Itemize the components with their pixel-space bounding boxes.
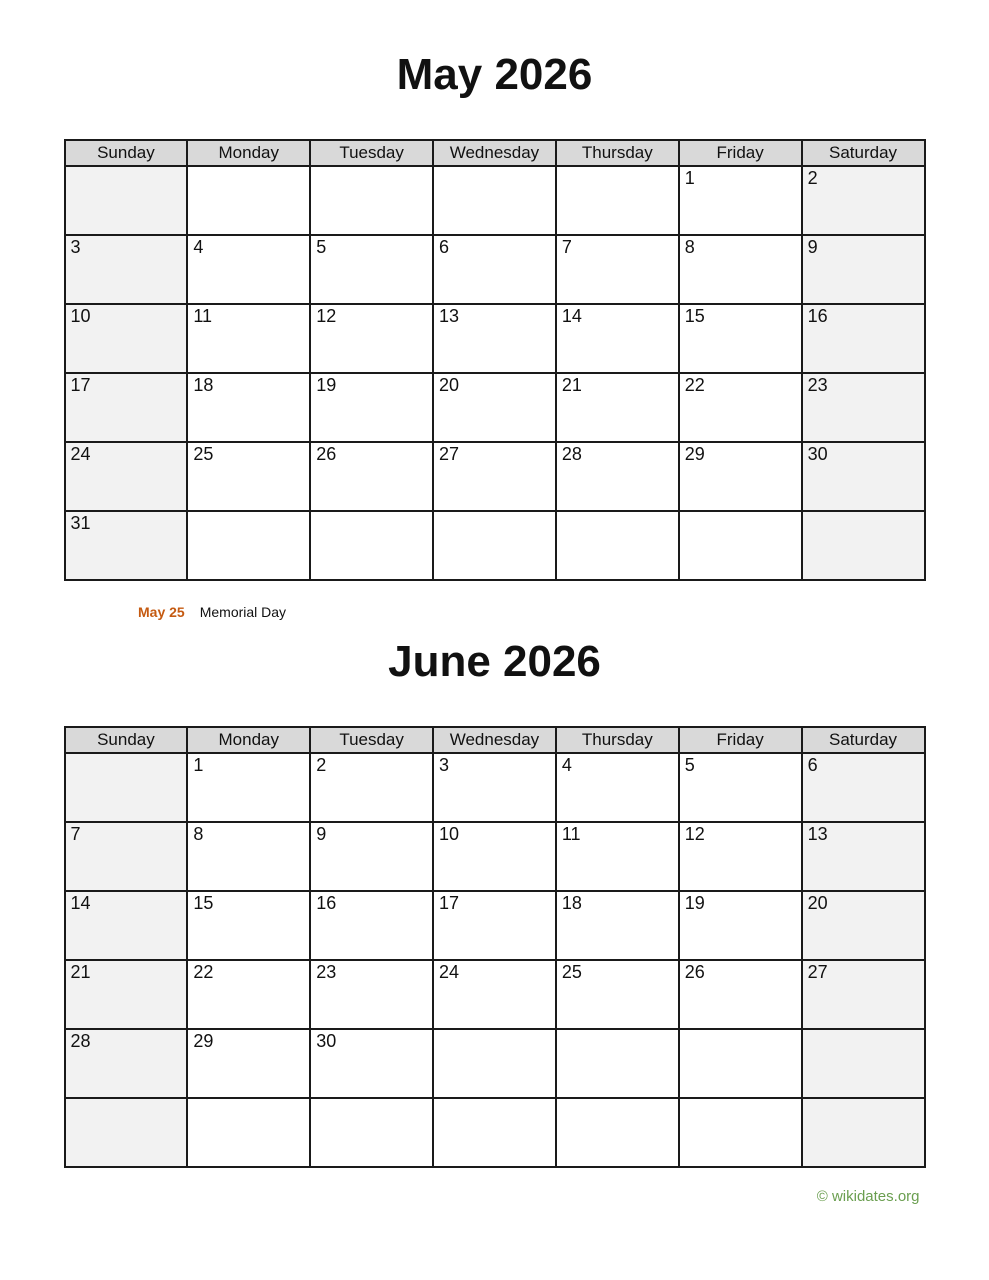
- day-cell-25: 25: [556, 960, 679, 1029]
- day-cell-28: 28: [556, 442, 679, 511]
- day-cell-empty: [310, 511, 433, 580]
- day-cell-empty: [802, 1098, 925, 1167]
- weekday-header-thursday: Thursday: [556, 727, 679, 753]
- week-row: [65, 960, 925, 1029]
- day-cell-25: 25: [187, 442, 310, 511]
- day-cell-27: 27: [433, 442, 556, 511]
- day-cell-7: 7: [65, 822, 188, 891]
- week-row: [65, 304, 925, 373]
- day-cell-21: 21: [65, 960, 188, 1029]
- day-cell-4: 4: [187, 235, 310, 304]
- day-cell-9: 9: [802, 235, 925, 304]
- day-cell-24: 24: [433, 960, 556, 1029]
- week-row: [65, 373, 925, 442]
- day-cell-29: 29: [679, 442, 802, 511]
- day-cell-26: 26: [679, 960, 802, 1029]
- day-cell-10: 10: [65, 304, 188, 373]
- week-row: [65, 511, 925, 580]
- week-row: [65, 442, 925, 511]
- day-cell-8: 8: [679, 235, 802, 304]
- day-cell-15: 15: [679, 304, 802, 373]
- day-cell-empty: [187, 1098, 310, 1167]
- day-cell-empty: [310, 1098, 433, 1167]
- day-cell-31: 31: [65, 511, 188, 580]
- week-row: [65, 822, 925, 891]
- weekday-header-tuesday: Tuesday: [310, 140, 433, 166]
- day-cell-5: 5: [679, 753, 802, 822]
- holiday-note: [138, 603, 989, 621]
- day-cell-1: 1: [187, 753, 310, 822]
- day-cell-empty: [433, 1029, 556, 1098]
- day-cell-20: 20: [433, 373, 556, 442]
- day-cell-10: 10: [433, 822, 556, 891]
- holiday-date-label: May 25: [138, 604, 185, 620]
- day-cell-17: 17: [433, 891, 556, 960]
- day-cell-16: 16: [802, 304, 925, 373]
- day-cell-empty: [310, 166, 433, 235]
- weekday-header-wednesday: Wednesday: [433, 727, 556, 753]
- day-cell-1: 1: [679, 166, 802, 235]
- weekday-header-row: [65, 727, 925, 753]
- day-cell-empty: [802, 1029, 925, 1098]
- day-cell-empty: [679, 511, 802, 580]
- day-cell-3: 3: [65, 235, 188, 304]
- day-cell-14: 14: [65, 891, 188, 960]
- weekday-header-row: [65, 140, 925, 166]
- day-cell-empty: [65, 1098, 188, 1167]
- day-cell-30: 30: [802, 442, 925, 511]
- day-cell-empty: [802, 511, 925, 580]
- calendar-table-may: [64, 139, 926, 581]
- day-cell-empty: [65, 166, 188, 235]
- day-cell-6: 6: [433, 235, 556, 304]
- day-cell-26: 26: [310, 442, 433, 511]
- weekday-header-friday: Friday: [679, 727, 802, 753]
- day-cell-18: 18: [556, 891, 679, 960]
- day-cell-24: 24: [65, 442, 188, 511]
- day-cell-empty: [187, 511, 310, 580]
- day-cell-16: 16: [310, 891, 433, 960]
- weekday-header-tuesday: Tuesday: [310, 727, 433, 753]
- day-cell-22: 22: [679, 373, 802, 442]
- day-cell-29: 29: [187, 1029, 310, 1098]
- day-cell-7: 7: [556, 235, 679, 304]
- day-cell-empty: [679, 1029, 802, 1098]
- day-cell-empty: [433, 1098, 556, 1167]
- day-cell-empty: [187, 166, 310, 235]
- day-cell-23: 23: [802, 373, 925, 442]
- day-cell-21: 21: [556, 373, 679, 442]
- day-cell-2: 2: [310, 753, 433, 822]
- day-cell-13: 13: [802, 822, 925, 891]
- day-cell-30: 30: [310, 1029, 433, 1098]
- day-cell-empty: [65, 753, 188, 822]
- day-cell-4: 4: [556, 753, 679, 822]
- day-cell-3: 3: [433, 753, 556, 822]
- day-cell-12: 12: [310, 304, 433, 373]
- week-row: [65, 753, 925, 822]
- weekday-header-friday: Friday: [679, 140, 802, 166]
- holiday-name: Memorial Day: [199, 604, 287, 620]
- day-cell-6: 6: [802, 753, 925, 822]
- day-cell-empty: [556, 1029, 679, 1098]
- day-cell-13: 13: [433, 304, 556, 373]
- day-cell-19: 19: [679, 891, 802, 960]
- day-cell-19: 19: [310, 373, 433, 442]
- day-cell-20: 20: [802, 891, 925, 960]
- weekday-header-sunday: Sunday: [65, 140, 188, 166]
- weekday-header-thursday: Thursday: [556, 140, 679, 166]
- day-cell-9: 9: [310, 822, 433, 891]
- day-cell-empty: [433, 166, 556, 235]
- day-cell-11: 11: [556, 822, 679, 891]
- day-cell-23: 23: [310, 960, 433, 1029]
- day-cell-empty: [433, 511, 556, 580]
- day-cell-empty: [556, 511, 679, 580]
- day-cell-27: 27: [802, 960, 925, 1029]
- day-cell-11: 11: [187, 304, 310, 373]
- day-cell-28: 28: [65, 1029, 188, 1098]
- day-cell-5: 5: [310, 235, 433, 304]
- weekday-header-saturday: Saturday: [802, 140, 925, 166]
- day-cell-18: 18: [187, 373, 310, 442]
- day-cell-empty: [679, 1098, 802, 1167]
- week-row: [65, 235, 925, 304]
- weekday-header-saturday: Saturday: [802, 727, 925, 753]
- week-row: [65, 1029, 925, 1098]
- day-cell-15: 15: [187, 891, 310, 960]
- day-cell-17: 17: [65, 373, 188, 442]
- calendar-table-june: [64, 726, 926, 1168]
- weekday-header-wednesday: Wednesday: [433, 140, 556, 166]
- week-row: [65, 891, 925, 960]
- footer-copyright: © wikidates.org: [816, 1188, 920, 1205]
- day-cell-empty: [556, 166, 679, 235]
- month-title-may: May 2026: [396, 50, 593, 99]
- weekday-header-monday: Monday: [187, 727, 310, 753]
- weekday-header-sunday: Sunday: [65, 727, 188, 753]
- day-cell-12: 12: [679, 822, 802, 891]
- day-cell-8: 8: [187, 822, 310, 891]
- day-cell-14: 14: [556, 304, 679, 373]
- week-row: [65, 1098, 925, 1167]
- day-cell-22: 22: [187, 960, 310, 1029]
- day-cell-2: 2: [802, 166, 925, 235]
- weekday-header-monday: Monday: [187, 140, 310, 166]
- week-row: [65, 166, 925, 235]
- month-title-june: June 2026: [388, 637, 601, 686]
- day-cell-empty: [556, 1098, 679, 1167]
